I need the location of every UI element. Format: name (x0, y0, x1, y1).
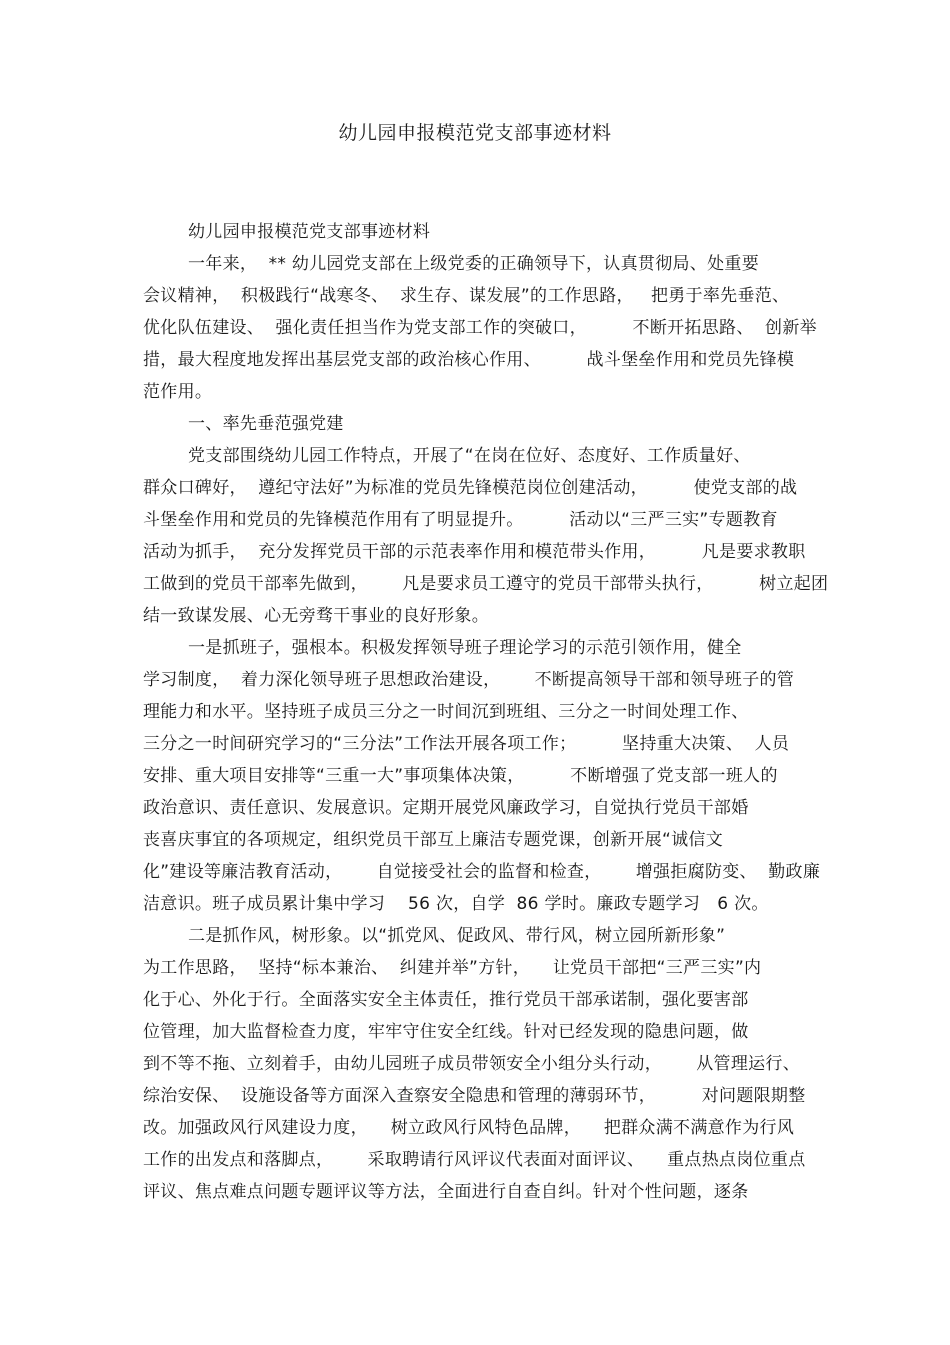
body-line: 丧喜庆事宜的各项规定，组织党员干部互上廉洁专题党课，创新开展“诚信文 (143, 830, 724, 850)
body-line: 党支部围绕幼儿园工作特点，开展了“在岗在位好、态度好、工作质量好、 (188, 446, 751, 466)
body-line: 洁意识。班子成员累计集中学习 56 次，自学 86 学时。廉政专题学习 6 次。 (143, 894, 769, 914)
body-line: 到不等不拖、立刻着手，由幼儿园班子成员带领安全小组分头行动， 从管理运行、 (143, 1054, 801, 1074)
body-line: 学习制度， 着力深化领导班子思想政治建设， 不断提高领导干部和领导班子的管 (143, 670, 795, 690)
body-line: 活动为抓手， 充分发挥党员干部的示范表率作用和模范带头作用， 凡是要求教职 (143, 542, 806, 562)
document-title: 幼儿园申报模范党支部事迹材料 (338, 122, 612, 144)
body-line: 化于心、外化于行。全面落实安全主体责任，推行党员干部承诺制，强化要害部 (143, 990, 749, 1010)
body-line: 工做到的党员干部率先做到， 凡是要求员工遵守的党员干部带头执行， 树立起团 (143, 574, 829, 594)
body-line: 一年来， ** 幼儿园党支部在上级党委的正确领导下，认真贯彻局、处重要 (188, 254, 760, 274)
document-body (143, 216, 829, 1208)
body-line: 综治安保、 设施设备等方面深入查察安全隐患和管理的薄弱环节， 对问题限期整 (143, 1086, 806, 1106)
body-line: 评议、焦点难点问题专题评议等方法，全面进行自查自纠。针对个性问题，逐条 (143, 1182, 749, 1202)
body-line: 一是抓班子，强根本。积极发挥领导班子理论学习的示范引领作用，健全 (188, 638, 742, 658)
body-line: 为工作思路， 坚持“标本兼治、 纠建并举”方针， 让党员干部把“三严三实”内 (143, 958, 762, 978)
body-line: 结一致谋发展、心无旁骛干事业的良好形象。 (143, 606, 489, 626)
body-line: 三分之一时间研究学习的“三分法”工作法开展各项工作； 坚持重大决策、 人员 (143, 734, 790, 754)
body-line: 位管理，加大监督检查力度，牢牢守住安全红线。针对已经发现的隐患问题，做 (143, 1022, 749, 1042)
body-line: 政治意识、责任意识、发展意识。定期开展党风廉政学习，自觉执行党员干部婚 (143, 798, 749, 818)
body-line: 二是抓作风，树形象。以“抓党风、促政风、带行风，树立园所新形象” (188, 926, 726, 946)
body-line: 改。加强政风行风建设力度， 树立政风行风特色品牌， 把群众满不满意作为行风 (143, 1118, 795, 1138)
body-line: 群众口碑好， 遵纪守法好”为标准的党员先锋模范岗位创建活动， 使党支部的战 (143, 478, 798, 498)
body-line: 安排、重大项目安排等“三重一大”事项集体决策， 不断增强了党支部一班人的 (143, 766, 778, 786)
body-line: 工作的出发点和落脚点， 采取聘请行风评议代表面对面评议、 重点热点岗位重点 (143, 1150, 806, 1170)
body-line: 范作用。 (143, 382, 213, 402)
body-line: 一、率先垂范强党建 (188, 414, 344, 434)
body-line: 优化队伍建设、 强化责任担当作为党支部工作的突破口， 不断开拓思路、 创新举 (143, 318, 817, 338)
body-line: 化”建设等廉洁教育活动， 自觉接受社会的监督和检查， 增强拒腐防变、 勤政廉 (143, 862, 821, 882)
body-line: 幼儿园申报模范党支部事迹材料 (188, 222, 431, 242)
body-line: 斗堡垒作用和党员的先锋模范作用有了明显提升。 活动以“三严三实”专题教育 (143, 510, 778, 530)
body-line: 会议精神， 积极践行“战寒冬、 求生存、谋发展”的工作思路， 把勇于率先垂范、 (143, 286, 790, 306)
body-line: 措，最大程度地发挥出基层党支部的政治核心作用、 战斗堡垒作用和党员先锋模 (143, 350, 795, 370)
body-line: 理能力和水平。坚持班子成员三分之一时间沉到班组、三分之一时间处理工作、 (143, 702, 749, 722)
